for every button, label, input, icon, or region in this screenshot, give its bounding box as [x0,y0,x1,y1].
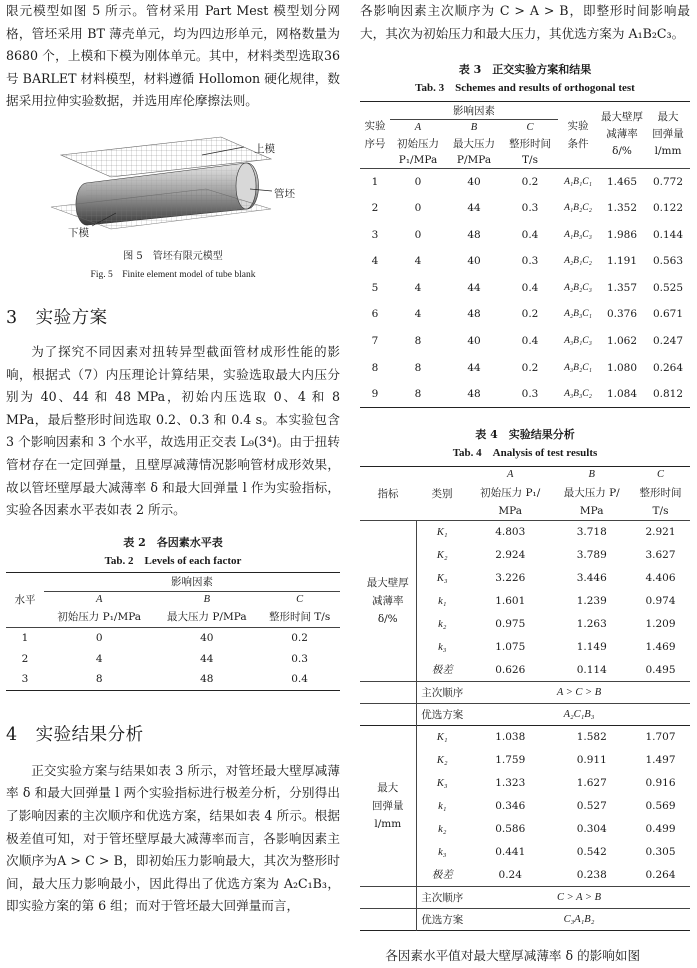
table-cell: 0.542 [576,846,607,859]
table-cell: 1.263 [576,618,607,631]
table-cell: K₁ [416,726,468,749]
table-4-col-name-a: 初始压力 P₁/ [480,487,541,500]
table-3 [360,101,690,408]
table-cell: 0.3 [521,202,539,215]
table-cell: 8 [414,361,422,374]
table-cell: k₂ [416,613,468,636]
table-4-type-header: 类别 [431,488,453,501]
table-cell: K₂ [416,749,468,772]
table-row [6,627,340,648]
table-cell: 40 [200,631,214,644]
table-cell: 0.346 [495,800,526,813]
table-cell: 0.812 [652,387,684,400]
table-cell: 0.916 [645,777,676,790]
table-cell: 0.247 [652,335,684,348]
table-cell: 1.038 [495,731,526,744]
paragraph-experiment-plan: 为了探究不同因素对扭转异型截面管材成形性能的影响，根据式（7）内压理论计算结果，实验选取最大内压分别为 40、44 和 48 MPa，初始内压选取 0、4 和 8 MPa，最后整形时间选取 0.2、0.3 和 0.4 s。本实验包含 3 个影响因素和 3 个水平，故选用正交表 L₉(3⁴)。由于扭转管材存在一定回弹量，且壁厚减薄情况影响管材成形效果，故以管坯壁厚最大减薄率 δ 和最大回弹量 l 作为实验指标，实验各因素水平表如表 2 所示。 [6,343,340,518]
table-cell: 4.406 [645,572,676,585]
table-4-caption-cn: 表 4 实验结果分析 [475,428,575,442]
table-cell: 1.497 [645,754,676,767]
table-cell: 1.469 [645,641,676,654]
table-cell: 0.3 [521,255,539,268]
paragraph-model-description: 限元模型如图 5 所示。管材采用 Part Mest 模型划分网格，管坯采用 BT 薄壳单元，均为四边形单元，网格数量为 8680 个，上模和下模为刚体单元。其中，材料类型选取36 号 BARLET 材料模型，材料遵循 Hollomon 硬化规律，数据采用拉伸实验数据，并选用库伦摩擦法则。 [6,3,340,109]
table-cell: 44 [467,281,481,294]
table-cell: 8 [371,361,379,374]
table-cell: 0.114 [576,663,607,676]
label-upper-die: 上模 [254,142,275,155]
table-cell: A₁B₁C₁ [564,176,592,187]
table-cell: 40 [467,255,481,268]
table-cell: 0.772 [652,175,684,188]
table-cell: 1.209 [645,618,676,631]
table-cell: 1.627 [576,777,607,790]
table-cell: 3.718 [576,526,607,539]
table-cell: 0.4 [521,281,539,294]
label-tube-blank: 管坯 [274,187,295,200]
table-cell: 5 [371,281,379,294]
table-cell: 8 [414,387,422,400]
table-cell: k₃ [416,841,468,864]
table-4-col-name-c: 整形时间 [639,487,682,500]
table-cell: 0.499 [645,823,676,836]
table-4-caption-en: Tab. 4 Analysis of test results [452,447,598,460]
table-cell: 1.582 [576,731,607,744]
table-cell: 0.495 [645,663,676,676]
table-cell: 0.4 [521,228,539,241]
table-cell: 1.084 [606,387,638,400]
table-4-best-row [360,704,690,726]
table-cell: k₃ [416,636,468,659]
table-2-caption-cn: 表 2 各因素水平表 [123,535,223,549]
table-cell: 4 [414,255,422,268]
table-cell: k₁ [416,590,468,613]
table-cell: A₁B₃C₃ [564,229,592,240]
section-3-heading: 3 实验方案 [6,307,108,328]
table-4-col-name-b: 最大压力 P/ [563,487,620,500]
table-cell: 0 [414,175,422,188]
table-cell: A₃B₃C₂ [564,388,592,399]
table-cell: 4 [414,308,422,321]
table-cell: 0.264 [652,361,684,374]
table-4-unit-c: T/s [652,505,669,518]
table-cell: K₃ [416,772,468,795]
table-row [360,381,690,408]
table-cell: 0.2 [521,361,539,374]
table-4-best-row [360,909,690,931]
table-cell: 0.2 [521,308,539,321]
table-row [360,521,690,544]
table-row [360,275,690,302]
table-cell: 1 [21,631,29,644]
table-row [360,168,690,195]
table-cell: 0 [95,631,103,644]
table-3-thinning-header: 最大壁厚 减薄率 δ/% [601,111,643,158]
table-cell: A₃B₂C₁ [564,362,592,373]
label-lower-die: 下模 [68,226,89,239]
table-3-col-name-c: 整形时间 T/s [509,137,551,166]
table-cell: 3 [21,673,29,686]
table-3-caption-cn: 表 3 正交实验方案和结果 [458,63,592,77]
table-cell: 0.2 [291,631,308,644]
table-cell: 0.4 [521,335,539,348]
left-column [6,0,340,918]
table-cell: 3.226 [495,572,526,585]
table-cell: 1.080 [606,361,638,374]
table-3-condition-header: 实验 条件 [567,119,589,150]
table-cell: 0.4 [291,673,308,686]
table-cell: 3 [371,228,379,241]
table-row [360,328,690,355]
table-cell: 1.357 [606,281,638,294]
paragraph-result-analysis: 正交实验方案与结果如表 3 所示，对管坯最大壁厚减薄率 δ 和最大回弹量 l 两个实验指标进行极差分析，分别得出了影响因素的主次顺序和优选方案，结果如表 4 所示。根据极差值可知，对于管坯壁厚最大减薄率而言，各影响因素主次顺序为A > C > B，即初始压力影响最大，其次为整形时间，最大压力影响最小，因此得出了优选方案为 A₂C₁B₃，即实验方案的第 6 组；而对于管坯最大回弹量而言， [6,762,340,914]
order-value: C > A > B [556,892,602,904]
table-row [6,669,340,690]
table-cell: A₂B₃C₁ [564,309,592,320]
table-4-index-label: 最大 回弹量 l/mm [372,782,404,831]
table-cell: 0.569 [645,800,676,813]
table-row [360,195,690,222]
table-cell: 9 [371,387,379,400]
table-cell: A₃B₁C₃ [564,336,592,347]
table-cell: 1.191 [606,255,638,268]
table-cell: 48 [200,673,214,686]
table-cell: 1.239 [576,595,607,608]
table-cell: 0.911 [576,754,607,767]
table-cell: 48 [467,308,481,321]
table-cell: 44 [467,202,481,215]
table-cell: 极差 [416,659,468,682]
best-label: 优选方案 [416,909,468,931]
table-cell: 1.465 [606,175,638,188]
table-cell: k₂ [416,818,468,841]
table-cell: 1.149 [576,641,607,654]
table-cell: 1.352 [606,202,638,215]
table-row [6,648,340,669]
table-cell: 1.601 [495,595,526,608]
table-cell: 2.921 [645,526,676,539]
table-cell: 40 [467,175,481,188]
table-3-col-name-b: 最大压力 P/MPa [453,137,495,166]
table-cell: 7 [371,335,379,348]
table-cell: K₁ [416,521,468,544]
table-cell: k₁ [416,795,468,818]
table-4-index-header: 指标 [377,488,399,501]
table-cell: 0.975 [495,618,526,631]
table-cell: 2 [21,652,29,665]
table-cell: 1 [371,175,379,188]
table-2-group-header: 影响因素 [44,572,340,591]
table-cell: 0.586 [495,823,526,836]
table-3-springback-header: 最大 回弹量 l/mm [652,111,684,158]
table-cell: A₂B₁C₂ [564,256,592,267]
table-cell: 0.304 [576,823,607,836]
table-2-col-name-c: 整形时间 T/s [268,611,331,624]
table-cell: A₁B₂C₂ [564,203,592,214]
tube-blank-fem-illustration [6,125,340,233]
table-cell: 44 [200,652,214,665]
table-4-index-label: 最大壁厚 减薄率 δ/% [366,577,409,626]
table-cell: 1.323 [495,777,526,790]
table-cell: 8 [414,335,422,348]
best-value: C₃A₁B₂ [563,914,595,926]
table-cell: 4 [414,281,422,294]
table-cell: 3.789 [576,549,607,562]
table-4-unit-b: MPa [579,505,604,518]
table-3-col-c: C [526,122,534,134]
table-row [360,301,690,328]
table-row [360,248,690,275]
table-cell: 0.525 [652,281,684,294]
table-2 [6,572,340,691]
table-cell: 极差 [416,864,468,887]
table-4-unit-a: MPa [498,505,523,518]
order-label: 主次顺序 [416,887,468,909]
table-cell: 1.707 [645,731,676,744]
table-cell: 8 [95,673,103,686]
table-cell: K₃ [416,567,468,590]
table-cell: 0.122 [652,202,684,215]
table-2-col-b: B [203,593,211,605]
table-2-col-c: C [296,593,304,605]
table-3-no-header: 实验 序号 [364,119,386,150]
table-cell: 1.759 [495,754,526,767]
table-cell: 0.974 [645,595,676,608]
table-2-caption-en: Tab. 2 Levels of each factor [104,554,242,567]
table-2-col-name-b: 最大压力 P/MPa [167,611,247,624]
order-label: 主次顺序 [416,682,468,704]
table-cell: 0.376 [606,308,638,321]
table-cell: 0.563 [652,255,684,268]
figure-5-caption-cn: 图 5 管坯有限元模型 [123,250,223,262]
table-cell: 1.062 [606,335,638,348]
table-row [360,354,690,381]
table-cell: 0.3 [291,652,308,665]
table-cell: 0.305 [645,846,676,859]
table-cell: K₂ [416,544,468,567]
section-4-heading: 4 实验结果分析 [6,724,144,745]
table-cell: 3.627 [645,549,676,562]
table-cell: 1.986 [606,228,638,241]
paragraph-figure-reference: 各因素水平值对最大壁厚减薄率 δ 的影响如图 [385,948,641,964]
paragraph-spring-back-order: 各影响因素主次顺序为 C > A > B，即整形时间影响最大，其次为初始压力和最大压力，其优选方案为 A₁B₂C₃。 [360,3,690,41]
table-cell: 0 [414,228,422,241]
best-value: A₂C₁B₃ [563,709,595,721]
table-cell: 0.24 [498,868,522,881]
table-row [360,726,690,749]
table-cell: 3.446 [576,572,607,585]
table-cell: 0.441 [495,846,526,859]
table-cell: 0.238 [576,868,607,881]
table-4-order-row [360,682,690,704]
table-3-caption-en: Tab. 3 Schemes and results of orthogonal test [415,82,635,95]
table-4-col-b: B [588,469,595,481]
table-cell: 0.527 [576,800,607,813]
table-cell: A₂B₂C₃ [564,282,592,293]
table-cell: 0.144 [652,228,684,241]
table-cell: 0.3 [521,387,539,400]
table-cell: 0.264 [645,868,676,881]
table-cell: 0.626 [495,663,526,676]
table-cell: 40 [467,335,481,348]
table-4-order-row [360,887,690,909]
table-3-col-name-a: 初始压力 P₁/MPa [397,137,439,166]
best-label: 优选方案 [416,704,468,726]
table-3-col-a: A [414,122,422,134]
table-4-col-c: C [657,469,665,481]
table-cell: 48 [467,387,481,400]
table-cell: 0.671 [652,308,684,321]
table-cell: 4 [371,255,379,268]
order-value: A > C > B [556,687,602,699]
table-2-col-name-a: 初始压力 P₁/MPa [57,611,142,624]
figure-5-caption-en: Fig. 5 Finite element model of tube blank [90,269,256,280]
table-cell: 0.2 [521,175,539,188]
table-3-group-header: 影响因素 [390,102,558,120]
right-column [360,0,690,968]
table-cell: 2 [371,202,379,215]
table-cell: 4.803 [495,526,526,539]
table-row [360,221,690,248]
table-2-col-a: A [95,593,103,605]
table-2-level-header: 水平 [14,594,36,607]
table-cell: 44 [467,361,481,374]
table-cell: 2.924 [495,549,526,562]
table-3-col-b: B [470,122,478,134]
figure-5 [6,125,340,239]
table-cell: 48 [467,228,481,241]
table-cell: 6 [371,308,379,321]
table-cell: 1.075 [495,641,526,654]
table-4-col-a: A [507,469,514,481]
table-cell: 0 [414,202,422,215]
table-cell: 4 [95,652,103,665]
table-4 [360,466,690,931]
